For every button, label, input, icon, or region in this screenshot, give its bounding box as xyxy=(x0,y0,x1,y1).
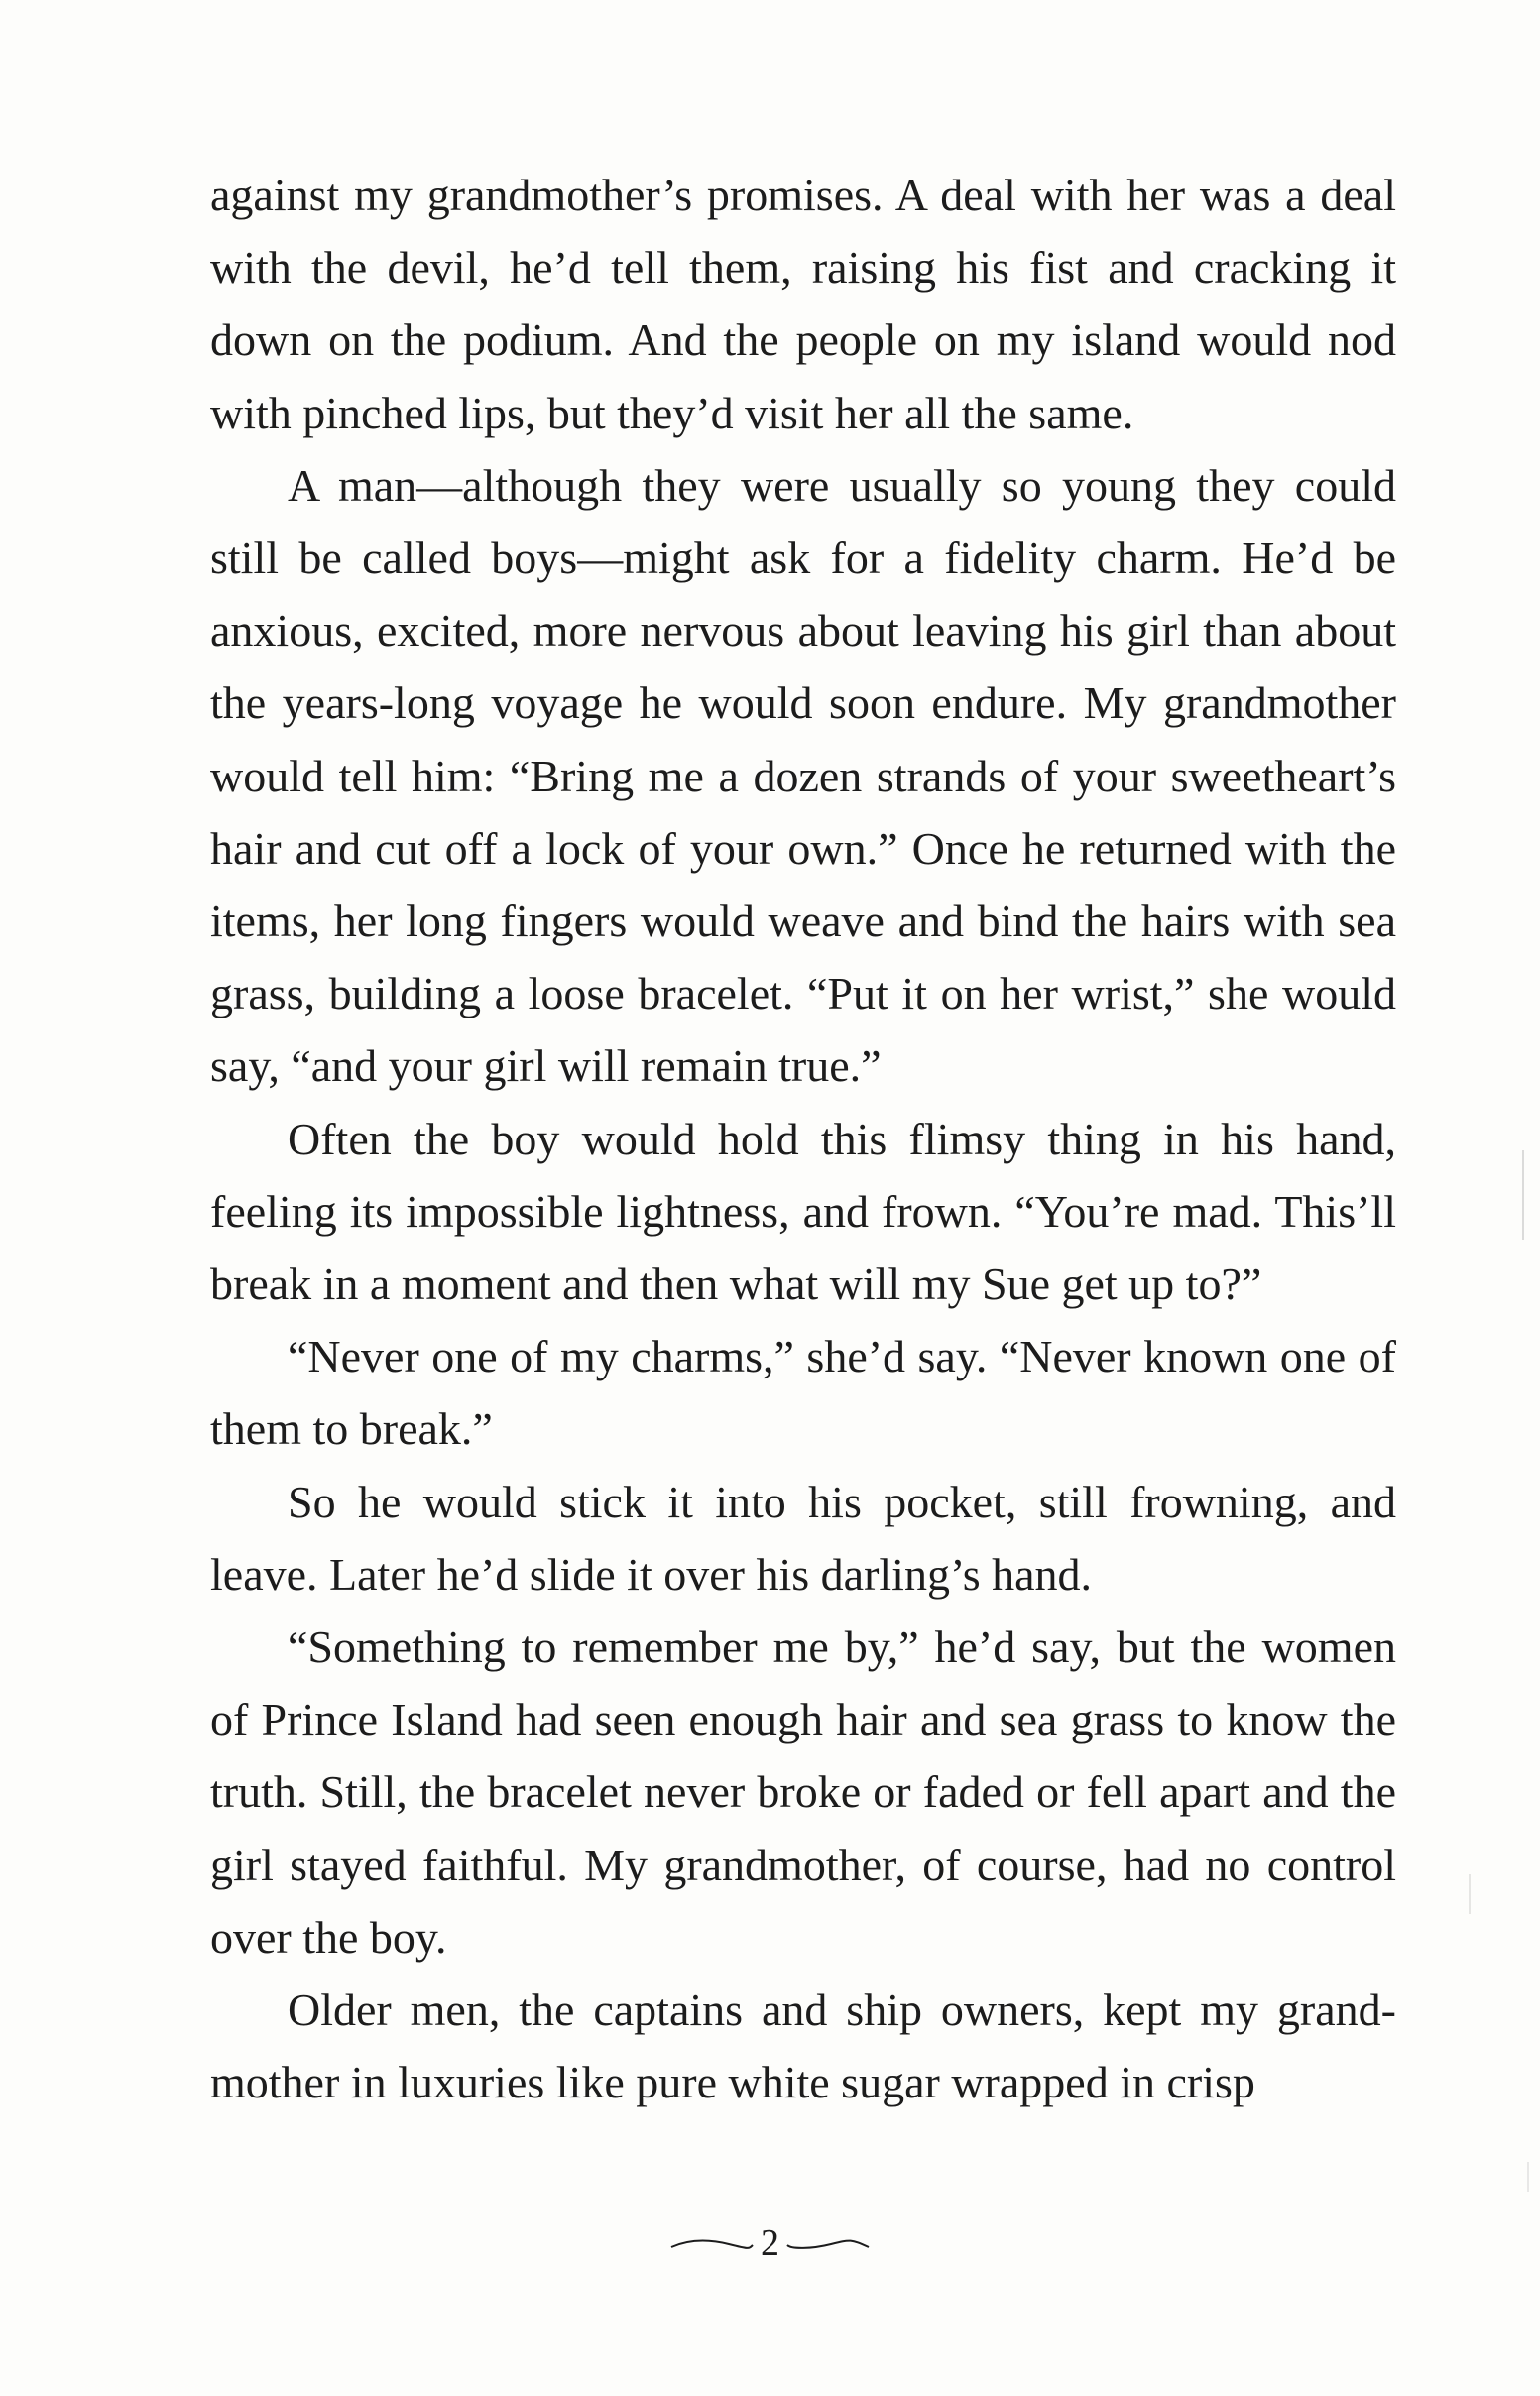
right-swash-icon xyxy=(785,2233,871,2253)
paragraph-6: “Something to remember me by,” he’d say, but the women of Prince Island had seen enough hair and sea grass to know the truth. Still, the bracelet never broke or faded or fell apart and the girl stayed faithful. My grandmother, of course, had no control over the boy. xyxy=(210,1621,1396,1963)
paragraph-3: Often the boy would hold this flimsy thing in his hand, feeling its impossible lightness, and frown. “You’re mad. This’ll break in a moment and then what will my Sue get up to?” xyxy=(210,1113,1396,1310)
paragraph-7: Older men, the captains and ship owners, kept my grandmother in luxuries like pure white sugar wrapped in crisp xyxy=(210,1984,1396,2108)
paragraph-1: against my grandmother’s promises. A deal with her was a deal with the devil, he’d tell them, raising his fist and cracking it down on the podium. And the people on my island would nod with pinched lips, but they’d visit her all the same. xyxy=(210,170,1396,438)
scan-artifact xyxy=(1469,1874,1471,1914)
paragraph-4: “Never one of my charms,” she’d say. “Never known one of them to break.” xyxy=(210,1331,1396,1455)
scan-artifact xyxy=(1522,1150,1524,1240)
scan-artifact xyxy=(1527,2162,1529,2192)
paragraph-2: A man—although they were usually so young they could still be called boys—might ask for a fidelity charm. He’d be anxious, excited, more nervous about leaving his girl than about the years-long voyage he would soon endure. My grandmother would tell him: “Bring me a dozen strands of your sweetheart’s hair and cut off a lock of your own.” Once he returned with the items, her long fingers would weave and bind the hairs with sea grass, building a loose bracelet. “Put it on her wrist,” she would say, “and your girl will remain true.” xyxy=(210,459,1396,1092)
paragraph-5: So he would stick it into his pocket, still frowning, and leave. Later he’d slide it over his darling’s hand. xyxy=(210,1476,1396,1600)
page-number-footer xyxy=(0,2214,1540,2273)
body-text xyxy=(210,159,1396,2118)
left-swash-icon xyxy=(669,2233,755,2253)
page-number: 2 xyxy=(761,2222,779,2264)
